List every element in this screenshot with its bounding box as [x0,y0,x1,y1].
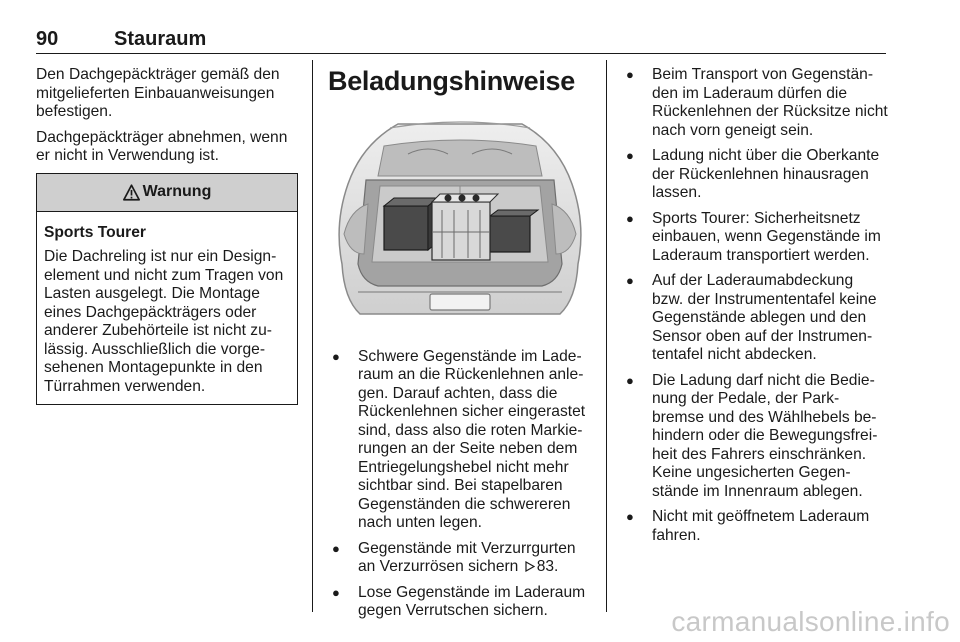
column-middle [328,66,592,628]
list-item: ● Schwere Gegenstände im Lade-raum an die Rückenlehnen anle-gen. Darauf achten, dass die Rückenlehnen sicher eingerastet sind, dass also die roten Markie-rungen an der Seite neben dem Entriegelungshebel nicht mehr sichtbar sind. Bei stapelbaren Gegenständen die schwereren nach unten legen. [328,348,592,533]
loading-hints-list-middle [328,348,592,621]
watermark: carmanualsonline.info [671,606,950,637]
warning-text: Die Dachreling ist nur ein Design-element und nicht zum Tragen von Lasten ausgelegt. Die Montage eines Dachgepäckträgers oder anderer Zubehörteile ist nicht zu-lässig. Ausschließlich die vorge-sehenen Montagepunkte in den Türrahmen verwenden. [44,248,284,395]
page-header [36,28,886,54]
list-item: ● Beim Transport von Gegenstän-den im Laderaum dürfen die Rückenlehnen der Rücksitze nicht nach vorn geneigt sein. [622,66,888,140]
warning-header [37,174,297,212]
paragraph-roof-rack-remove: Dachgepäckträger abnehmen, wenn er nicht in Verwendung ist. [36,128,288,164]
warning-subtitle: Sports Tourer [44,223,146,241]
list-item [328,540,592,577]
list-item-text: Gegenstände mit Verzurrgurten an Verzurrösen sichern [358,539,576,575]
list-item: ● Lose Gegenstände im Laderaum gegen Verrutschen sichern. [328,584,592,621]
list-item: ● Auf der Laderaumabdeckung bzw. der Instrumententafel keine Gegenstände ablegen und den Sensor oben auf der Instrumen-tentafel nicht abdecken. [622,272,888,365]
column-divider-left [312,60,313,612]
section-heading: Beladungshinweise [328,66,575,96]
section-title: Stauraum [114,28,207,50]
column-right [622,66,888,552]
warning-body [37,212,297,405]
list-item: ● Ladung nicht über die Oberkante der Rückenlehnen hinausragen lassen. [622,147,888,203]
list-item: ● Sports Tourer: Sicherheitsnetz einbauen, wenn Gegenstände im Laderaum transportiert werden. [622,210,888,266]
page-reference-arrow-icon [525,561,535,572]
list-item: ● Nicht mit geöffnetem Laderaum fahren. [622,508,888,545]
cargo-loading-illustration [328,114,592,322]
column-divider-right [606,60,607,612]
list-item: ● Die Ladung darf nicht die Bedie-nung der Pedale, der Park-bremse und des Wählhebels be-hindern oder die Bewegungsfrei-heit des Fahrers einschränken. Keine ungesicherten Gegen-stände im Innenraum ablegen. [622,372,888,502]
warning-title: Warnung [142,182,212,200]
warning-triangle-icon [123,184,140,201]
paragraph-roof-rack-install: Den Dachgepäckträger gemäß den mitgelieferten Einbauanweisungen befestigen. [36,66,280,120]
page-number: 90 [36,28,59,50]
page-reference: 83. [536,558,559,575]
column-left [36,66,298,405]
warning-box [36,173,298,406]
loading-hints-list-right [622,66,888,545]
